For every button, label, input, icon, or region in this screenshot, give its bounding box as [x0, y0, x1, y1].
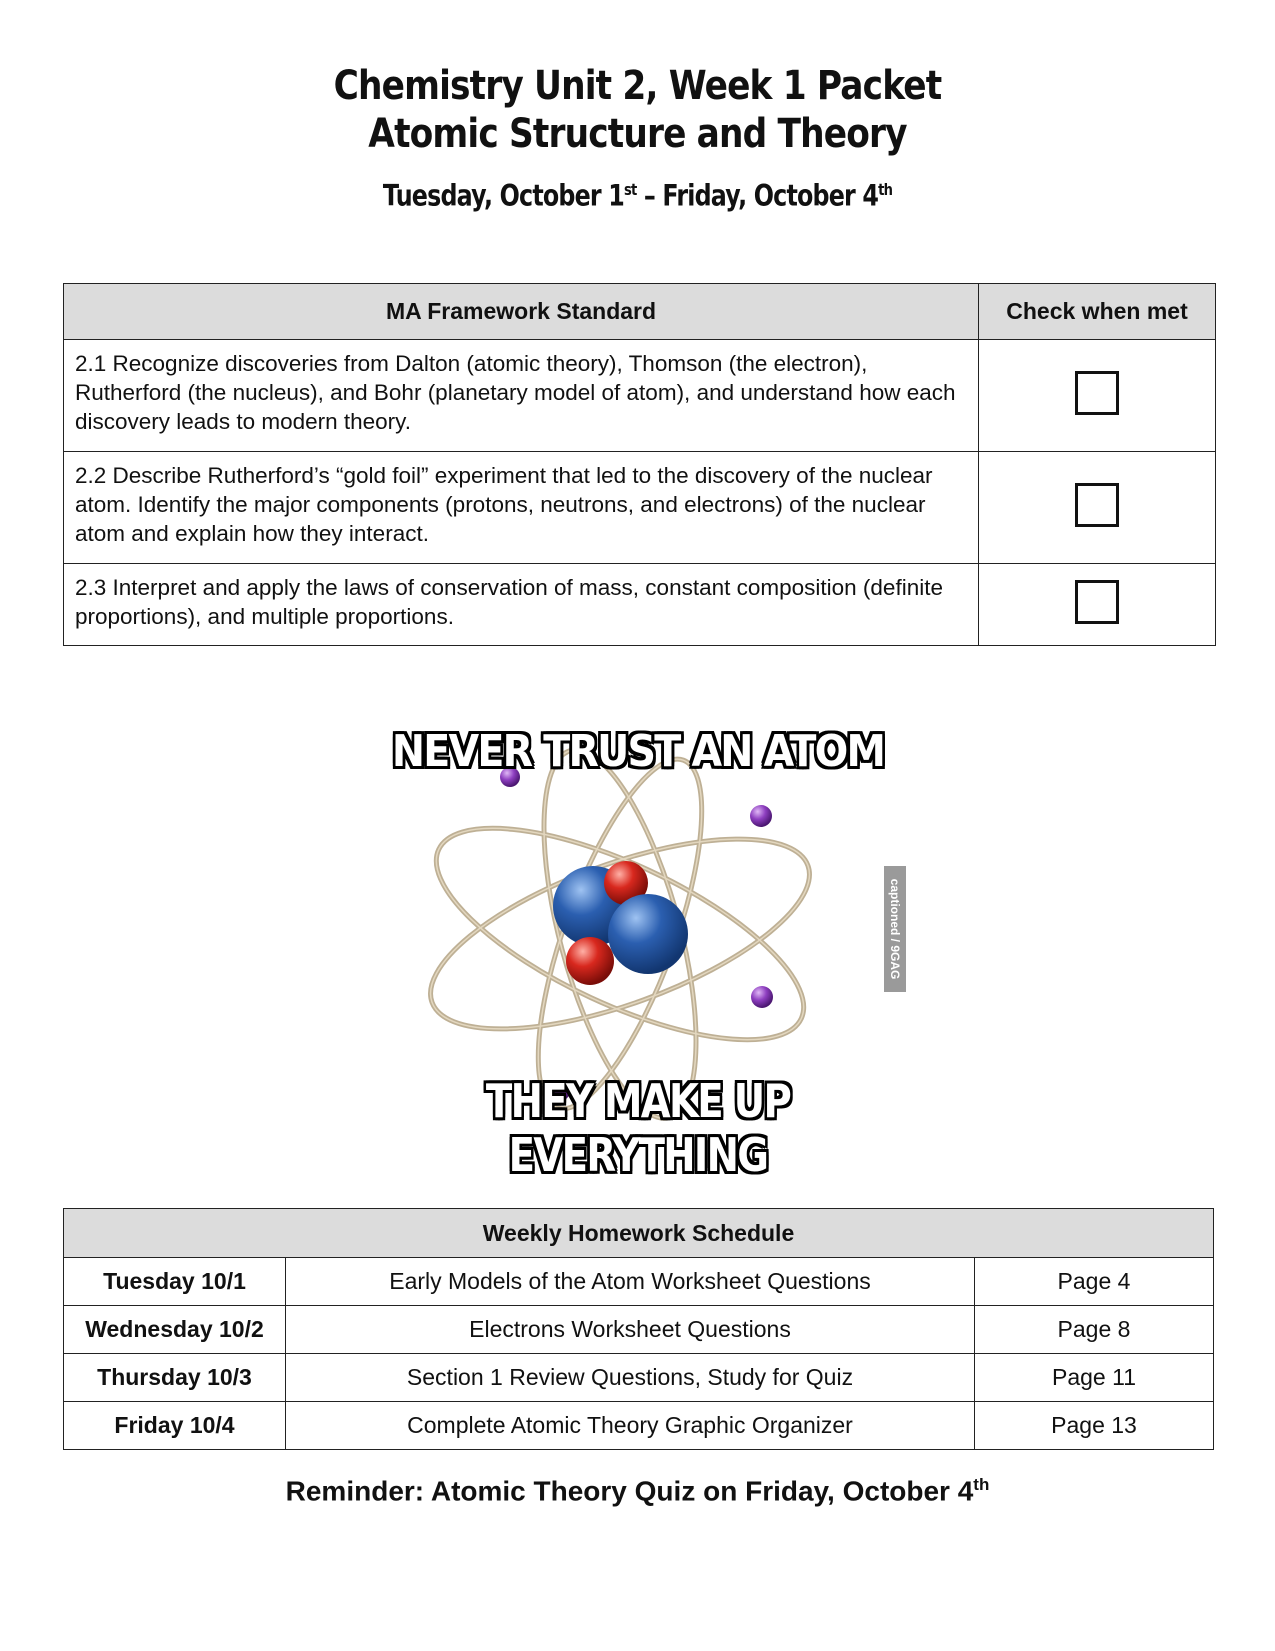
check-cell [979, 340, 1216, 452]
packet-subtitle: Atomic Structure and Theory [368, 111, 907, 157]
reminder-suffix: th [973, 1475, 990, 1494]
table-row [64, 1306, 1214, 1354]
date-start-suffix: st [623, 180, 637, 199]
homework-task: Complete Atomic Theory Graphic Organizer [286, 1402, 975, 1450]
date-end: Friday, October 4 [662, 178, 879, 213]
watermark-badge [884, 866, 906, 992]
table-row [64, 452, 1216, 564]
homework-schedule-table [63, 1208, 1214, 1450]
atom-illustration [358, 716, 918, 1128]
meme-top-caption: NEVER TRUST AN ATOM [391, 726, 885, 777]
standards-header-row [64, 284, 1216, 340]
homework-day: Tuesday 10/1 [64, 1258, 286, 1306]
homework-table-title: Weekly Homework Schedule [64, 1209, 1214, 1258]
reminder-text: Reminder: Atomic Theory Quiz on Friday, October 4 [285, 1475, 974, 1507]
date-range [115, 172, 1161, 214]
table-row [64, 1258, 1214, 1306]
table-row [64, 340, 1216, 452]
date-end-suffix: th [878, 180, 893, 199]
standards-table [63, 283, 1216, 646]
homework-task: Electrons Worksheet Questions [286, 1306, 975, 1354]
date-separator: – [636, 178, 663, 213]
proton [566, 937, 614, 985]
meme-bottom-caption: THEY MAKE UP EVERYTHING [485, 1074, 791, 1182]
homework-page: Page 11 [975, 1354, 1214, 1402]
electron [751, 986, 773, 1008]
standard-text: 2.2 Describe Rutherford’s “gold foil” experiment that led to the discovery of the nuclear atom. Identify the major components (protons, neutrons, and electrons) of the nuclear atom and explain how they interact. [64, 452, 979, 564]
neutron [608, 894, 688, 974]
standard-2-2-checkbox[interactable] [1075, 483, 1119, 527]
standard-text: 2.1 Recognize discoveries from Dalton (atomic theory), Thomson (the electron), Rutherford (the nucleus), and Bohr (planetary model of atom), and understand how each discovery leads to modern theory. [64, 340, 979, 452]
homework-task: Early Models of the Atom Worksheet Questions [286, 1258, 975, 1306]
table-row [64, 1354, 1214, 1402]
homework-day: Friday 10/4 [64, 1402, 286, 1450]
electron [750, 805, 772, 827]
check-cell [979, 452, 1216, 564]
standard-text: 2.3 Interpret and apply the laws of conservation of mass, constant composition (definite proportions), and multiple proportions. [64, 564, 979, 646]
homework-day: Thursday 10/3 [64, 1354, 286, 1402]
packet-title: Chemistry Unit 2, Week 1 Packet [333, 63, 942, 109]
date-start: Tuesday, October 1 [382, 178, 624, 213]
check-cell [979, 564, 1216, 646]
table-row [64, 564, 1216, 646]
quiz-reminder [0, 1475, 1275, 1507]
watermark-text: captioned / 9GAG [888, 878, 902, 980]
standard-2-1-checkbox[interactable] [1075, 371, 1119, 415]
homework-header-row [64, 1209, 1214, 1258]
homework-page: Page 4 [975, 1258, 1214, 1306]
table-row [64, 1402, 1214, 1450]
homework-task: Section 1 Review Questions, Study for Quiz [286, 1354, 975, 1402]
homework-page: Page 13 [975, 1402, 1214, 1450]
check-column-header: Check when met [979, 284, 1216, 340]
standard-2-3-checkbox[interactable] [1075, 580, 1119, 624]
packet-header [0, 62, 1275, 214]
standard-column-header: MA Framework Standard [64, 284, 979, 340]
homework-page: Page 8 [975, 1306, 1214, 1354]
homework-day: Wednesday 10/2 [64, 1306, 286, 1354]
atom-meme-image [358, 716, 918, 1182]
